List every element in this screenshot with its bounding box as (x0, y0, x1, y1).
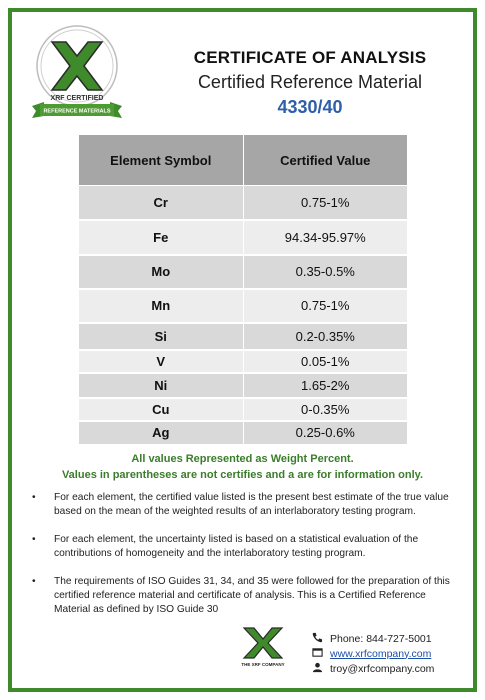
bullet-dot-icon: • (32, 492, 36, 503)
website-link[interactable]: www.xrfcompany.com (330, 647, 432, 660)
header-certified-value: Certified Value (243, 135, 408, 186)
contact-info (312, 631, 434, 676)
footer-logo-text: THE XRF COMPANY (241, 662, 285, 667)
bullet-text: For each element, the uncertainty listed is based on a statistical evaluation of the contributions of homogeneity and the interlaboratory testing program. (54, 534, 419, 559)
header-element-symbol: Element Symbol (79, 135, 244, 186)
certified-value: 94.34-95.97% (243, 220, 408, 255)
title-block (175, 48, 445, 118)
list-item (32, 533, 452, 561)
phone-row (312, 631, 434, 646)
certified-value: 0.25-0.6% (243, 421, 408, 445)
bullet-list (32, 491, 452, 631)
element-symbol: Ni (79, 373, 244, 398)
table-row (79, 289, 408, 323)
bullet-dot-icon: • (32, 576, 36, 587)
weight-percent-note (20, 451, 465, 483)
table-row (79, 220, 408, 255)
website-row (312, 646, 434, 661)
element-symbol: Mo (79, 255, 244, 289)
element-symbol: Si (79, 323, 244, 350)
table-row (79, 421, 408, 445)
list-item (32, 491, 452, 519)
certificate-title: CERTIFICATE OF ANALYSIS (193, 48, 427, 67)
certificate-subtitle: Certified Reference Material (197, 72, 423, 92)
bullet-text: For each element, the certified value listed is the present best estimate of the true value based on the mean of the weighted results of an interlaboratory testing program. (54, 492, 449, 517)
logo-ribbon-text: REFERENCE MATERIALS (43, 108, 111, 115)
table-row (79, 398, 408, 421)
globe-icon (312, 647, 330, 661)
element-symbol: Ag (79, 421, 244, 445)
table-header-row (79, 135, 408, 186)
element-symbol: Mn (79, 289, 244, 323)
certified-value: 0.05-1% (243, 350, 408, 373)
bullet-text: The requirements of ISO Guides 31, 34, and 35 were followed for the preparation of this certified reference material and certificate of analysis. This is a Certified Reference Material as defined by ISO Guide 30 (54, 576, 450, 615)
element-symbol: Cu (79, 398, 244, 421)
certified-value: 0.35-0.5% (243, 255, 408, 289)
list-item (32, 575, 452, 617)
person-icon (312, 662, 330, 676)
note-line-1: All values Represented as Weight Percent. (131, 453, 354, 465)
table-row (79, 186, 408, 220)
certified-values-table (78, 134, 408, 446)
material-code: 4330/40 (277, 97, 343, 117)
xrf-certified-logo (22, 22, 132, 122)
bullet-dot-icon: • (32, 534, 36, 545)
table-row (79, 373, 408, 398)
phone-text: Phone: 844-727-5001 (330, 632, 432, 645)
certified-value: 0.75-1% (243, 289, 408, 323)
phone-icon (312, 632, 330, 646)
certified-value: 0.75-1% (243, 186, 408, 220)
note-line-2: Values in parentheses are not certifies and a are for information only. (61, 469, 424, 481)
table-row (79, 255, 408, 289)
certified-value: 0.2-0.35% (243, 323, 408, 350)
logo-top-text: XRF CERTIFIED (50, 95, 104, 102)
table-row (79, 350, 408, 373)
element-symbol: V (79, 350, 244, 373)
certified-value: 0-0.35% (243, 398, 408, 421)
email-text[interactable]: troy@xrfcompany.com (330, 662, 435, 675)
table-row (79, 323, 408, 350)
xrf-company-logo (238, 626, 288, 668)
email-row (312, 661, 434, 676)
element-symbol: Fe (79, 220, 244, 255)
element-symbol: Cr (79, 186, 244, 220)
certified-value: 1.65-2% (243, 373, 408, 398)
